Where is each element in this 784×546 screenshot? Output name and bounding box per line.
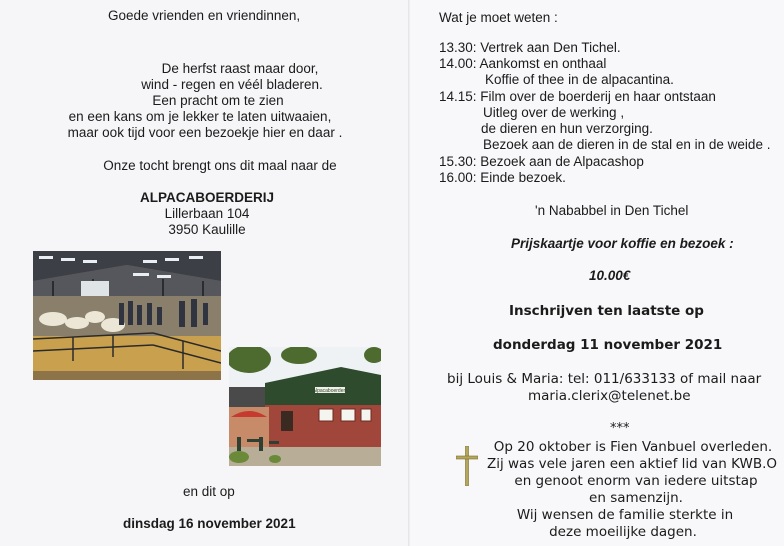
nababbel-line: 'n Nababbel in Den Tichel (535, 203, 689, 218)
price-value: 10.00€ (589, 268, 631, 283)
contact-email: maria.clerix@telenet.be (528, 388, 691, 404)
farm-building-illustration (229, 347, 381, 466)
intro-line: en een kans om je lekker te laten uitwaaien, (68, 109, 332, 124)
barn-interior-photo (33, 251, 221, 380)
memorial-line: en samenzijn. (589, 490, 683, 506)
sign-text: Alpacaboerderij (312, 388, 348, 394)
schedule-item: 15.30: Bezoek aan de Alpacashop (439, 154, 644, 169)
venue-city: 3950 Kaulille (168, 222, 246, 237)
farm-building-photo (229, 347, 381, 466)
greeting: Goede vrienden en vriendinnen, (108, 8, 301, 23)
cross-icon (456, 446, 478, 486)
schedule-item: Koffie of thee in de alpacantina. (485, 72, 674, 87)
schedule-item: 14.00: Aankomst en onthaal (439, 56, 607, 71)
intro-line: Een pracht om te zien (152, 93, 284, 108)
venue-name: ALPACABOERDERIJ (139, 190, 275, 205)
separator: *** (610, 421, 630, 436)
date-intro: en dit op (183, 484, 235, 499)
memorial-line: Op 20 oktober is Fien Vanbuel overleden. (493, 439, 773, 455)
intro-line: De herfst raast maar door, (161, 61, 319, 76)
register-date: donderdag 11 november 2021 (493, 337, 723, 353)
memorial-line: en genoot enorm van iedere uitstap (514, 473, 758, 489)
schedule-item: 16.00: Einde bezoek. (439, 170, 566, 185)
schedule-heading: Wat je moet weten : (439, 10, 558, 25)
venue-street: Lillerbaan 104 (164, 206, 250, 221)
visit-date: dinsdag 16 november 2021 (123, 516, 296, 531)
price-label: Prijskaartje voor koffie en bezoek : (511, 236, 734, 251)
intro-line: wind - regen en véél bladeren. (141, 77, 323, 92)
right-page (410, 0, 784, 546)
trip-line: Onze tocht brengt ons dit maal naar de (103, 158, 337, 173)
memorial-line: deze moeilijke dagen. (549, 524, 697, 540)
schedule-item: Bezoek aan de dieren in de stal en in de weide . (483, 137, 771, 152)
schedule-item: 14.15: Film over de boerderij en haar ontstaan (439, 89, 716, 104)
memorial-line: Wij wensen de familie sterkte in (516, 507, 734, 523)
schedule-item: 13.30: Vertrek aan Den Tichel. (439, 40, 621, 55)
schedule-item: Uitleg over de werking , (483, 105, 625, 120)
barn-interior-illustration (33, 251, 221, 380)
schedule-item: de dieren en hun verzorging. (481, 121, 653, 136)
contact-line: bij Louis & Maria: tel: 011/633133 of mail naar (447, 371, 762, 387)
register-label: Inschrijven ten laatste op (509, 303, 704, 319)
intro-line: maar ook tijd voor een bezoekje hier en daar . (67, 125, 343, 140)
memorial-line: Zij was vele jaren een aktief lid van KWB.O (486, 456, 778, 472)
